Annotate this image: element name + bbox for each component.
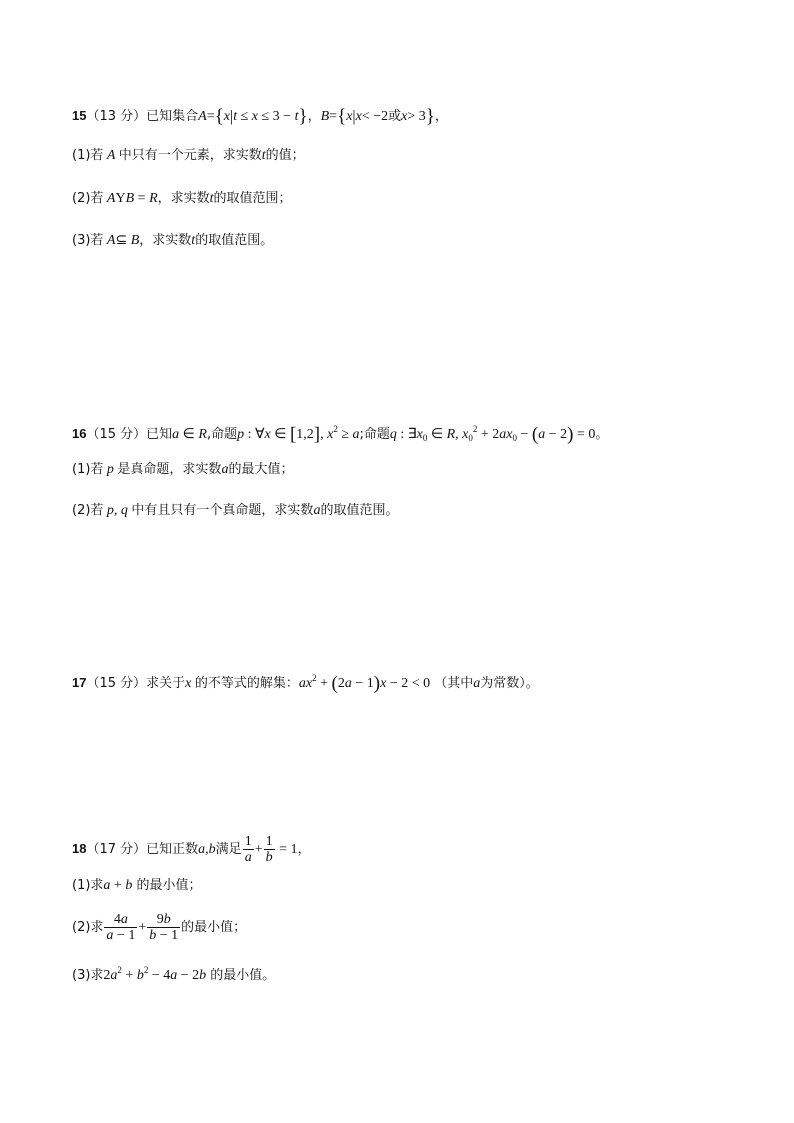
q17-stem: 17（15 分）求关于x 的不等式的解集：$ax^2 + (2a - 1)x - 2 < 0$ （其中a为常数）。 <box>72 673 539 694</box>
q18-frac-4a: $\frac{4a}{a - 1}$ <box>106 912 136 943</box>
q16-part1: (1)若 p 是真命题，求实数a的最大值； <box>72 462 294 477</box>
q18-part1: (1)求a + b 的最小值； <box>72 878 202 893</box>
q18-frac-9b: $\frac{9b}{b - 1}$ <box>149 912 179 943</box>
q15-stem: 15（13 分）已知集合A={x|t ≤ x ≤ 3 − t}，B={x|x< −2或x> 3}， <box>72 106 448 127</box>
q16-part2: (2)若 p, q 中有且只有一个真命题，求实数a的取值范围。 <box>72 503 399 518</box>
q15-set-a: A <box>198 109 207 124</box>
q15-part1: (1)若 A 中只有一个元素，求实数t的值； <box>72 148 305 163</box>
q15-number: 15 <box>72 108 87 123</box>
q16-stem: 16（15 分）已知a ∈ R,命题p : ∀x ∈ [1,2], $x^2 \ge a$;命题q : $\exists x_0$ ∈ R, $x_0^2 + 2ax_0 - (a - 2) = 0$。 <box>72 424 609 445</box>
q15-part3: (3)若 A⊆ B，求实数t的取值范围。 <box>72 233 274 248</box>
q15-score: （13 分） <box>86 109 147 124</box>
q18-frac-1a: $\frac{1}{a}$ <box>244 834 252 865</box>
q18-number: 18 <box>72 841 87 856</box>
q16-score: （15 分） <box>86 427 147 442</box>
q18-part3: (3)求$2a^2 + b^2 - 4a - 2b$ 的最小值。 <box>72 965 276 983</box>
q18-frac-1b: $\frac{1}{b}$ <box>265 834 273 865</box>
q17-number: 17 <box>72 675 87 690</box>
q15-intro: 已知集合 <box>146 109 199 124</box>
q15-part2: (2)若 AYB = R，求实数t的取值范围； <box>72 191 292 206</box>
q18-part2: (2)求 $\frac{4a}{a - 1}$ + $\frac{9b}{b - 1}$ 的最小值； <box>72 912 247 943</box>
q15-set-b: B <box>320 109 330 124</box>
q18-stem: 18（17 分）已知正数a,b满足 $\frac{1}{a}$ + $\frac{1}{b}$ = 1， <box>72 834 311 865</box>
q16-number: 16 <box>72 426 87 441</box>
q17-score: （15 分） <box>86 676 147 691</box>
q18-score: （17 分） <box>86 842 147 857</box>
